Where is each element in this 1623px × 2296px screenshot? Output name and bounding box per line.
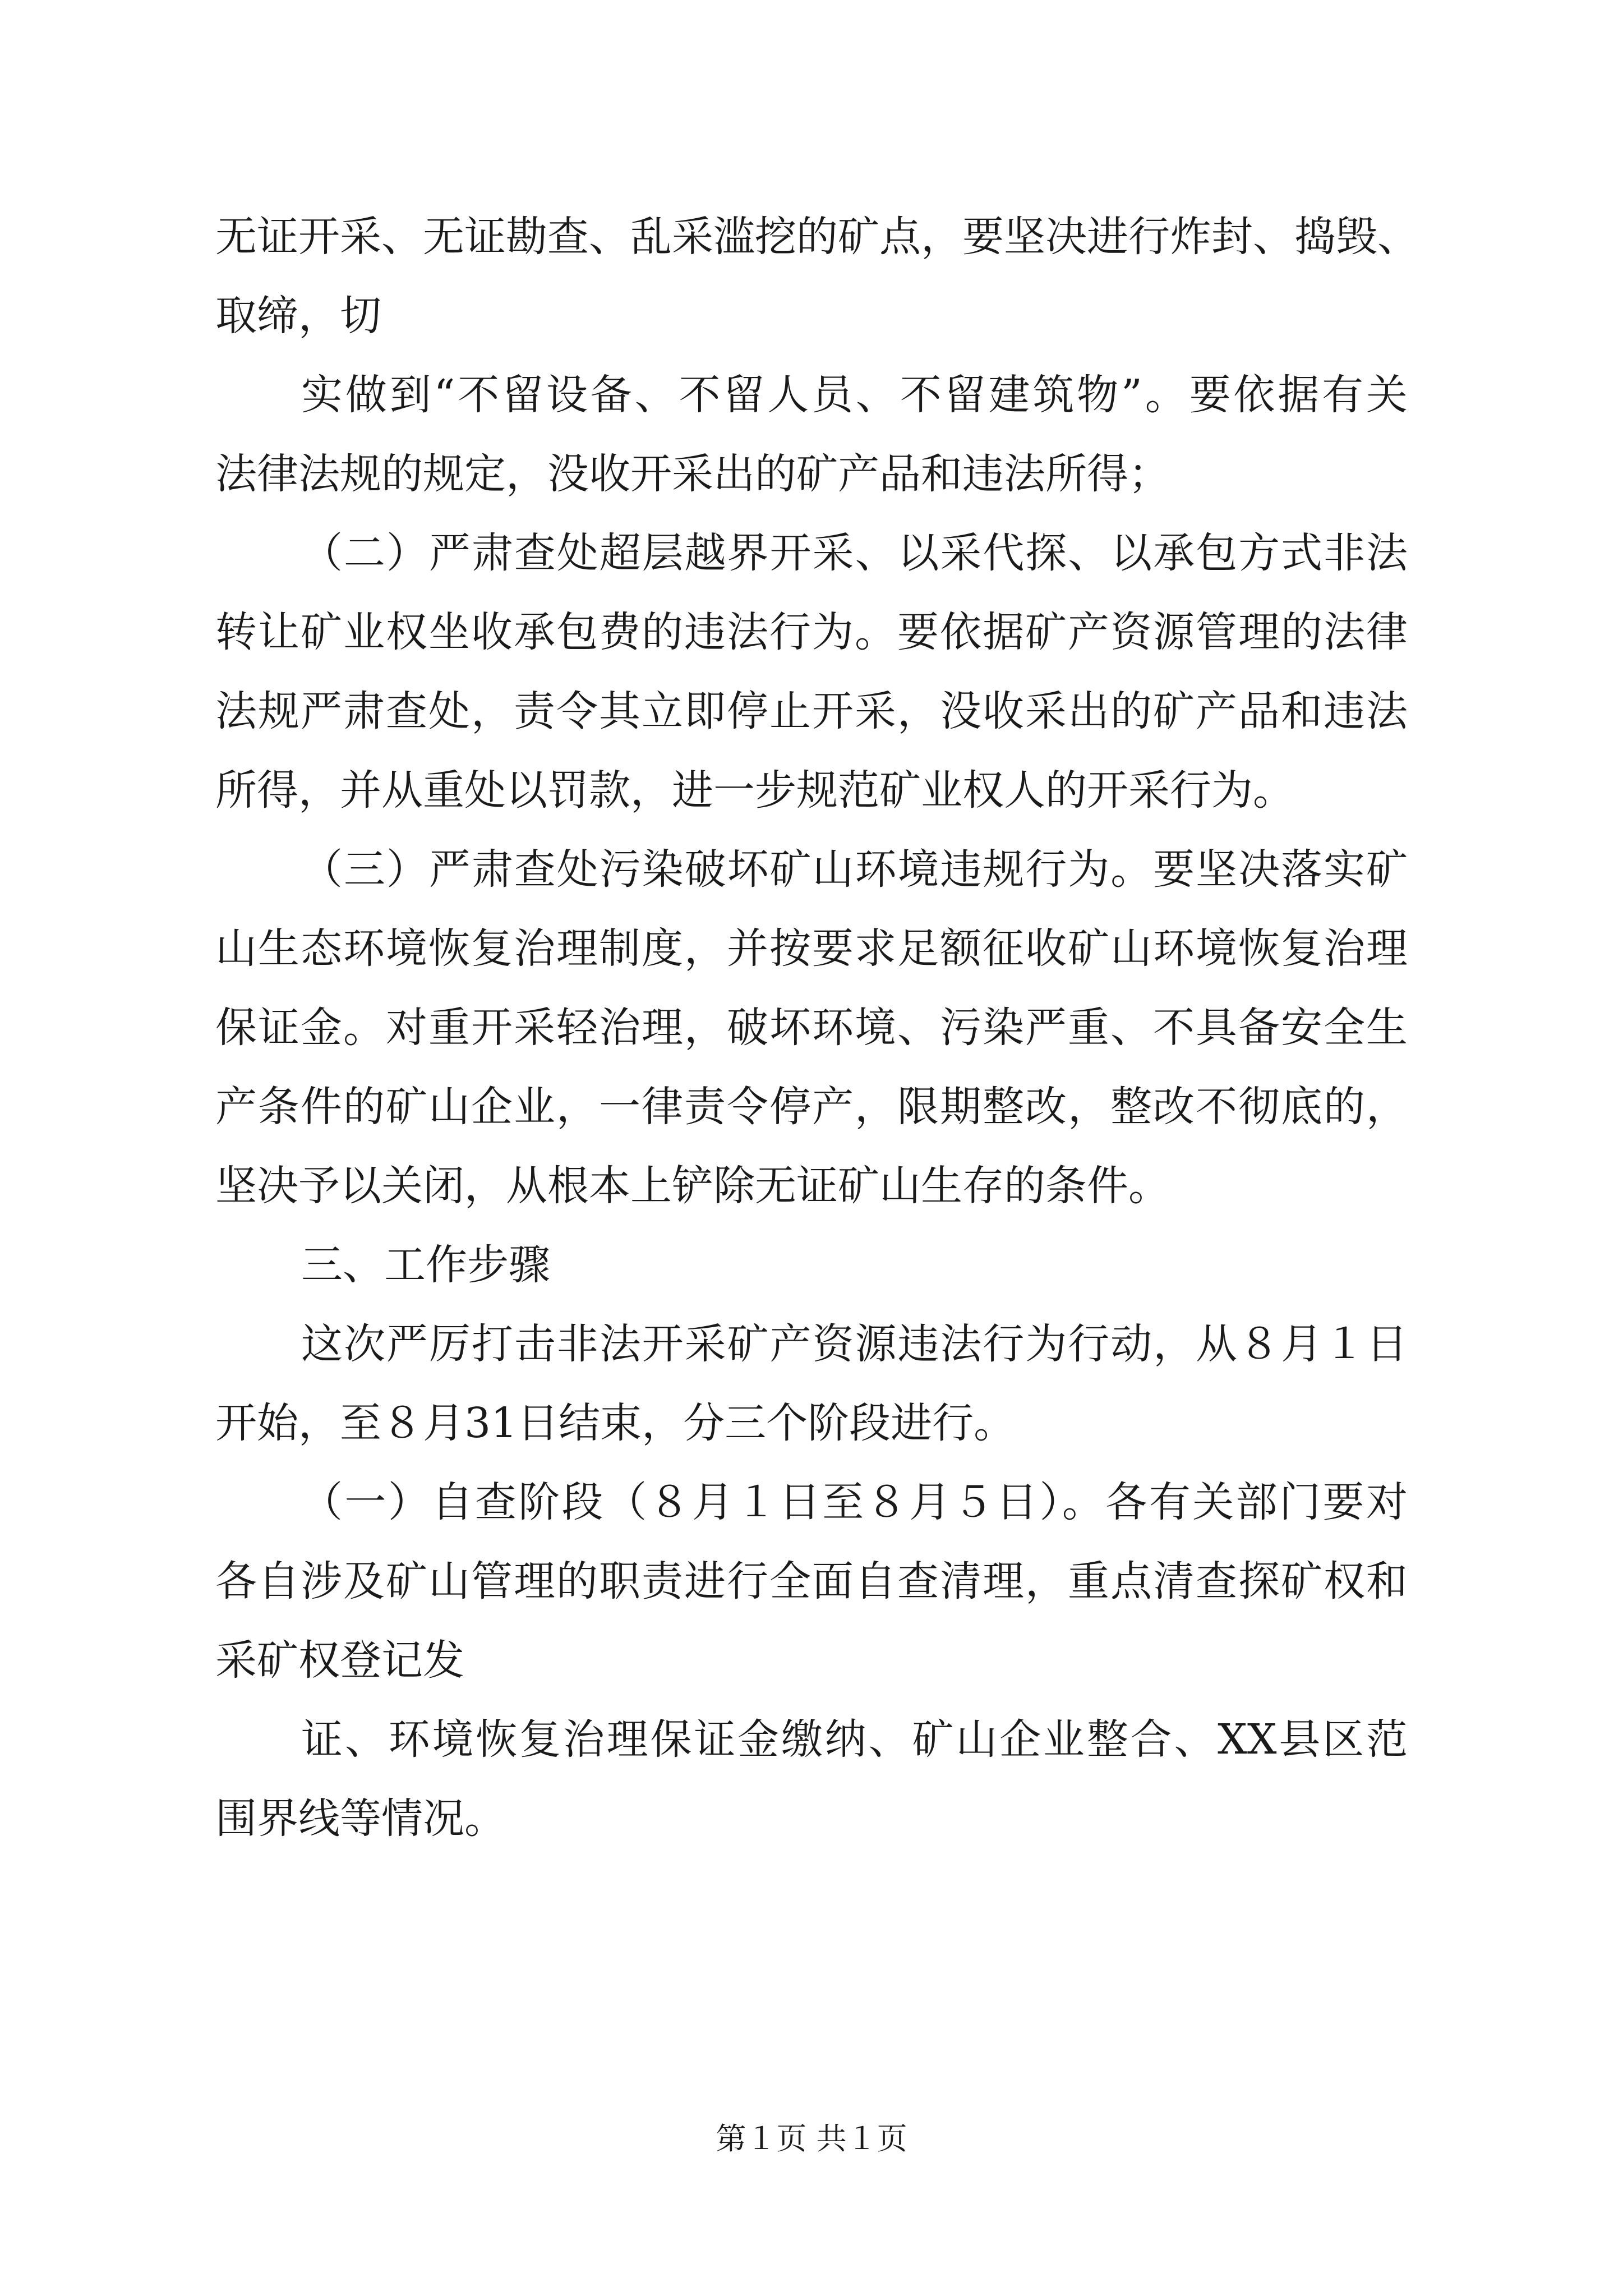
- paragraph-line: 所得，并从重处以罚款，进一步规范矿业权人的开采行为。: [215, 766, 1294, 815]
- paragraph-line: 山生态环境恢复治理制度，并按要求足额征收矿山环境恢复治理: [215, 924, 1408, 973]
- page-number: 第１页 共１页: [716, 2121, 907, 2156]
- paragraph-line: 证、环境恢复治理保证金缴纳、矿山企业整合、XX县区范: [301, 1715, 1408, 1764]
- paragraph-line: 各自涉及矿山管理的职责进行全面自查清理，重点清查探矿权和: [215, 1557, 1408, 1605]
- paragraph-line: （一）自查阶段（８月１日至８月５日）。各有关部门要对: [301, 1478, 1408, 1526]
- paragraph-line: 无证开采、无证勘查、乱采滥挖的矿点，要坚决进行炸封、捣毁、: [215, 213, 1419, 261]
- paragraph-line: 这次严厉打击非法开采矿产资源违法行为行动，从８月１日: [301, 1320, 1408, 1368]
- paragraph-line: 保证金。对重开采轻治理，破坏环境、污染严重、不具备安全生: [215, 1004, 1408, 1052]
- paragraph-line: 法规严肃查处，责令其立即停止开采，没收采出的矿产品和违法: [215, 687, 1408, 735]
- paragraph-line: 实做到“不留设备、不留人员、不留建筑物”。要依据有关: [301, 371, 1408, 419]
- paragraph-line: 开始，至８月31日结束，分三个阶段进行。: [215, 1399, 1016, 1447]
- paragraph-line: 产条件的矿山企业，一律责令停产，限期整改，整改不彻底的，: [215, 1083, 1408, 1131]
- paragraph-line: 坚决予以关闭，从根本上铲除无证矿山生存的条件。: [215, 1162, 1170, 1210]
- paragraph-line: （二）严肃查处超层越界开采、以采代探、以承包方式非法: [301, 529, 1408, 577]
- paragraph-line: 取缔，切: [215, 292, 381, 340]
- paragraph-line: 转让矿业权坐收承包费的违法行为。要依据矿产资源管理的法律: [215, 608, 1408, 656]
- paragraph-line: 围界线等情况。: [215, 1795, 506, 1843]
- paragraph-line: （三）严肃查处污染破坏矿山环境违规行为。要坚决落实矿: [301, 845, 1408, 894]
- paragraph-line: 采矿权登记发: [215, 1636, 464, 1685]
- section-heading: 三、工作步骤: [301, 1241, 550, 1289]
- paragraph-line: 法律法规的规定，没收开采出的矿产品和违法所得；: [215, 450, 1170, 498]
